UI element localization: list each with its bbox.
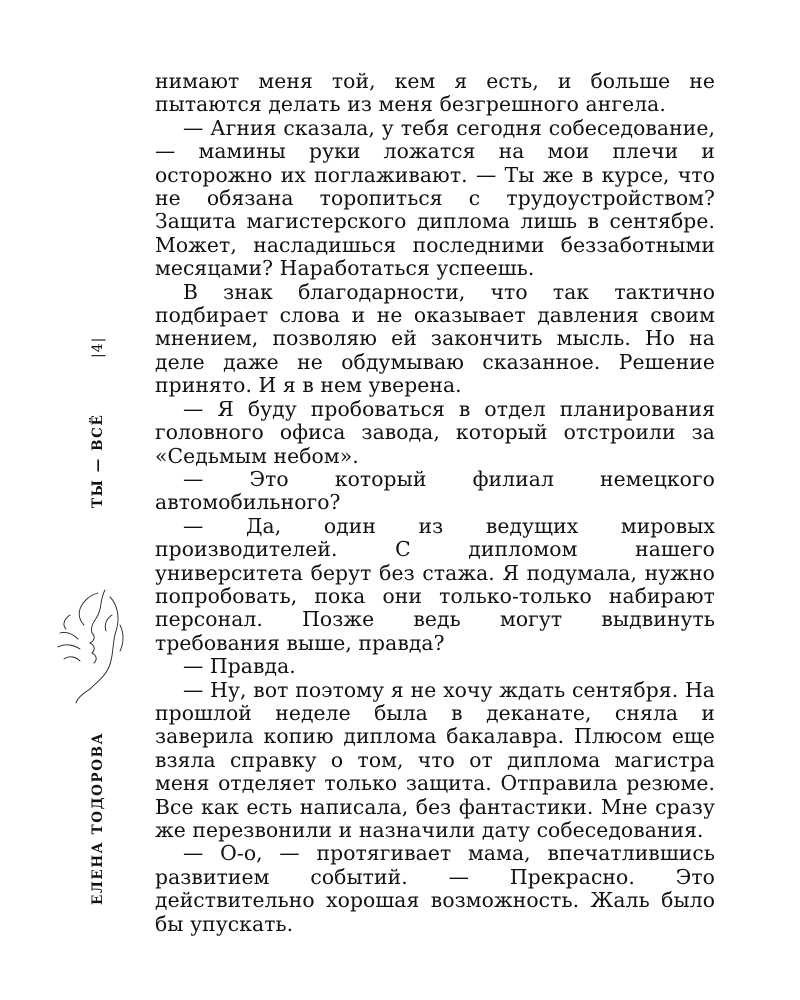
running-title: ТЫ — ВСЁ	[90, 413, 106, 508]
page-margin	[78, 0, 118, 1000]
paragraph: нимают меня той, кем я есть, и больше не пытаются делать из меня безгрешного ангела.	[155, 69, 715, 117]
paragraph: — Агния сказала, у тебя сегодня собеседование, — мамины руки ложатся на мои плечи и осторожно их поглаживают. — Ты же в курсе, что не обязана торопиться с трудоустройством? Защита магистерского диплома лишь в сентябре. Может, насладишься последними беззаботными месяцами? Наработаться успеешь.	[155, 115, 715, 281]
paragraph: — Это который филиал немецкого автомобильного?	[155, 466, 715, 515]
paragraph: В знак благодарности, что так тактично подбирает слова и не оказывает давления своим мнением, позволяю ей закончить мысль. Но на деле даже не обдумываю сказанное. Решение принято. И я в нем уверена.	[155, 279, 715, 398]
body-text	[155, 70, 715, 936]
page-number: |4|	[90, 336, 106, 358]
paragraph: — Ну, вот поэтому я не хочу ждать сентября. На прошлой неделе была в деканате, сняла и заверила копию диплома бакалавра. Плюсом еще взяла справку о том, что от диплома магистра меня отделяет только защита. Отправила резюме. Все как есть написала, без фантастики. Мне сразу же перезвонили и назначили дату собеседования.	[155, 677, 715, 842]
face-silhouette-ornament-icon	[50, 585, 135, 705]
paragraph: — Правда.	[183, 654, 296, 679]
paragraph: — Да, один из ведущих мировых производителей. С дипломом нашего университета берут без стажа. Я подумала, нужно попробовать, пока они только-только набирают персонал. Позже ведь могут выдвинуть требования выше, правда?	[155, 513, 715, 655]
paragraph: — Я буду пробоваться в отдел планирования головного офиса завода, который отстроили за «Седьмым небом».	[155, 396, 715, 468]
running-author: ЕЛЕНА ТОДОРОВА	[90, 731, 106, 905]
paragraph: — О-о, — протягивает мама, впечатлившись развитием событий. — Прекрасно. Это действительно хорошая возможность. Жаль было бы упускать.	[155, 841, 715, 936]
